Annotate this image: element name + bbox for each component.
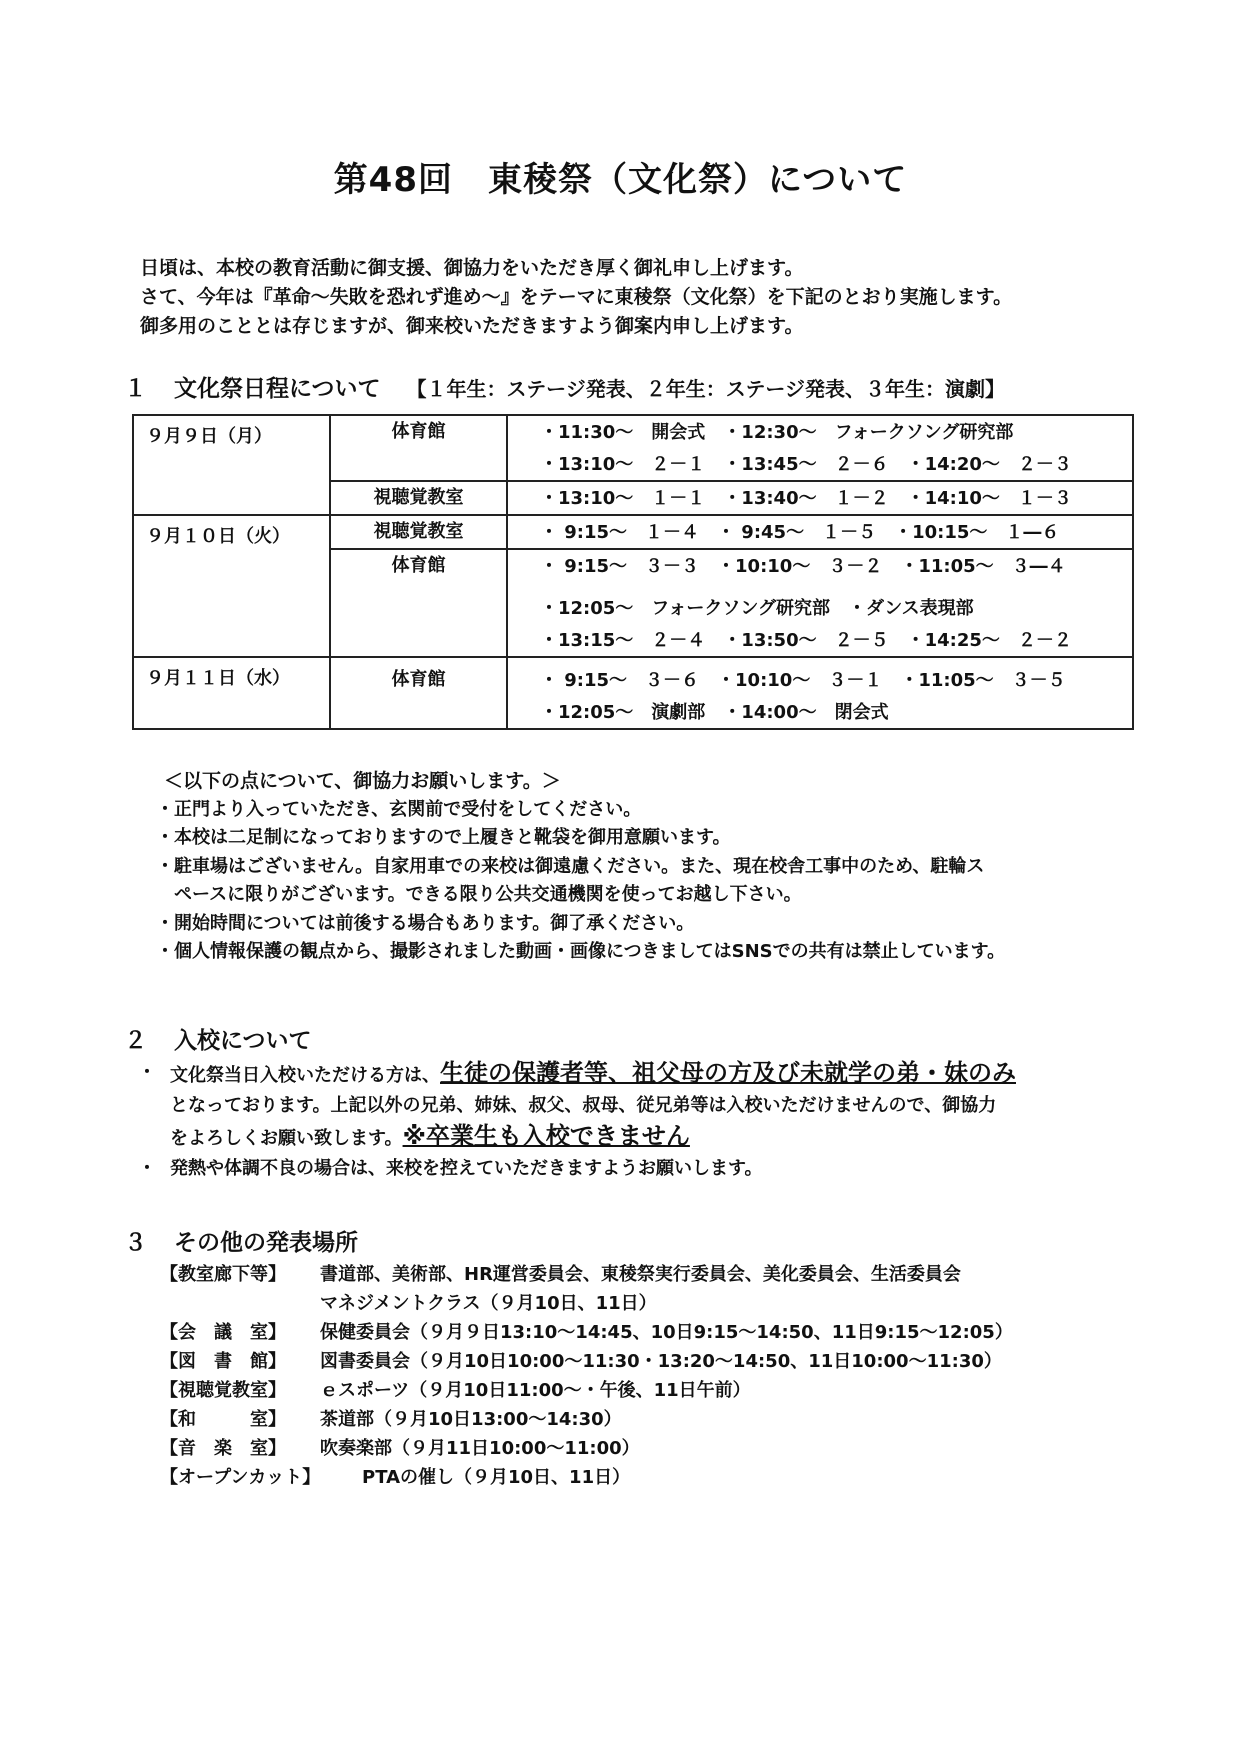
table-row <box>133 657 1133 729</box>
entry-text: 発熱や体調不良の場合は、来校を控えていただきますようお願いします。 <box>170 1158 763 1179</box>
date-cell: ９月９日（月） <box>133 415 330 515</box>
section-title: 入校について <box>174 1028 312 1054</box>
schedule-item: ・ 9:15～ ３－３ ・10:10～ ３－２ ・11:05～ ３―４ <box>540 556 1066 577</box>
entry-paragraph <box>138 1058 1016 1091</box>
items-cell <box>507 481 1133 515</box>
section-3-heading <box>124 1224 358 1257</box>
venue-detail: 保健委員会（９月９日13:10～14:45、10日9:15～14:50、11日9:15～12:05） <box>320 1322 1013 1343</box>
intro-paragraph <box>140 254 1012 341</box>
venue-label: 【オープンカット】 <box>160 1467 321 1488</box>
venue-label: 【図 書 館】 <box>160 1351 286 1372</box>
venue-detail: PTAの催し（９月10日、11日） <box>362 1467 631 1488</box>
intro-line: 日頃は、本校の教育活動に御支援、御協力をいただき厚く御礼申し上げます。 <box>140 257 804 279</box>
venue-label: 視聴覚教室 <box>373 487 464 508</box>
notes-block <box>156 767 1005 967</box>
section-title: 文化祭日程について <box>174 376 381 402</box>
note-item: ペースに限りがございます。できる限り公共交通機関を使ってお越し下さい。 <box>174 884 802 905</box>
note-item: ・本校は二足制になっておりますので上履きと靴袋を御用意願います。 <box>156 827 731 848</box>
venue-label: 【音 楽 室】 <box>160 1438 286 1459</box>
notes-request: ＜以下の点について、御協力お願いします。＞ <box>164 770 561 792</box>
venue-detail: 吹奏楽部（９月11日10:00～11:00） <box>320 1438 640 1459</box>
intro-line: 御多用のこととは存じますが、御来校いただきますよう御案内申し上げます。 <box>140 315 804 337</box>
venue-detail: 書道部、美術部、HR運営委員会、東稜祭実行委員会、美化委員会、生活委員会 <box>320 1264 961 1285</box>
eligible-visitors-emphasis: 生徒の保護者等、祖父母の方及び未就学の弟・妹のみ <box>440 1059 1016 1087</box>
section-number: ３ <box>124 1230 147 1256</box>
items-cell <box>507 415 1133 481</box>
venue-cell <box>330 515 507 549</box>
entry-paragraph-end <box>138 1121 1016 1154</box>
section-2-heading <box>124 1022 312 1055</box>
note-item: ・開始時間については前後する場合もあります。御了承ください。 <box>156 912 695 934</box>
date-cell: ９月１１日（水） <box>133 657 330 729</box>
intro-line: さて、今年は『革命～失敗を恐れず進め～』をテーマに東稜祭（文化祭）を下記のとおり実施します。 <box>140 286 1013 308</box>
venue-label: 【視聴覚教室】 <box>160 1380 286 1401</box>
venue-cell <box>330 657 507 729</box>
entry-text: となっております。上記以外の兄弟、姉妹、叔父、叔母、従兄弟等は入校いただけませんので、御協力 <box>170 1095 997 1116</box>
section-number: ２ <box>124 1028 147 1054</box>
section-number: １ <box>124 376 147 402</box>
entry-text: をよろしくお願い致します。 <box>170 1128 403 1149</box>
bullet: ・ <box>138 1062 156 1083</box>
bullet: ・ <box>138 1158 156 1179</box>
venue-label: 【教室廊下等】 <box>160 1264 286 1285</box>
items-cell <box>507 549 1133 657</box>
venue-label: 視聴覚教室 <box>373 521 464 542</box>
schedule-table <box>132 414 1134 730</box>
schedule-spacer <box>540 582 1132 592</box>
schedule-item: ・ 9:15～ １－４ ・ 9:45～ １－５ ・10:15～ １―６ <box>540 522 1060 543</box>
venue-label: 体育館 <box>391 421 446 442</box>
entry-paragraph <box>138 1154 1016 1184</box>
venue-cell <box>330 549 507 657</box>
venue-detail: マネジメントクラス（９月10日、11日） <box>320 1293 657 1314</box>
items-cell <box>507 515 1133 549</box>
items-cell <box>507 657 1133 729</box>
note-item: ・個人情報保護の観点から、撮影されました動画・画像につきましてはSNSでの共有は禁止しています。 <box>156 941 1006 962</box>
note-item: ・正門より入っていただき、玄関前で受付をしてください。 <box>156 798 642 820</box>
venue-detail: ｅスポーツ（９月10日11:00～・午後、11日午前） <box>320 1380 751 1401</box>
section-1-heading <box>124 370 1005 403</box>
venue-cell <box>330 415 507 481</box>
venue-detail: 茶道部（９月10日13:00～14:30） <box>320 1409 622 1430</box>
note-item: ・駐車場はございません。自家用車での来校は御遠慮ください。また、現在校舎工事中のため、駐輪ス <box>156 855 985 877</box>
table-row <box>133 415 1133 481</box>
page-title: 第48回 東稜祭（文化祭）について <box>333 160 908 200</box>
schedule-item: ・13:15～ ２－４ ・13:50～ ２－５ ・14:25～ ２－２ <box>540 630 1072 651</box>
schedule-item: ・13:10～ ２－１ ・13:45～ ２－６ ・14:20～ ２－３ <box>540 454 1072 475</box>
entry-info <box>138 1058 1016 1184</box>
section-title: その他の発表場所 <box>174 1230 358 1256</box>
venue-label: 【和 室】 <box>160 1409 286 1430</box>
table-row <box>133 515 1133 549</box>
schedule-item: ・12:05～ 演劇部 ・14:00～ 閉会式 <box>540 702 889 723</box>
venue-label: 体育館 <box>391 555 446 576</box>
date-cell: ９月１０日（火） <box>133 515 330 657</box>
schedule-item: ・12:05～ フォークソング研究部 ・ダンス表現部 <box>540 598 974 619</box>
schedule-item: ・13:10～ １－１ ・13:40～ １－２ ・14:10～ １－３ <box>540 488 1072 509</box>
section-note: 【１年生：ステージ発表、２年生：ステージ発表、３年生：演劇】 <box>406 377 1005 401</box>
entry-text: 文化祭当日入校いただける方は、 <box>170 1065 440 1086</box>
alumni-not-allowed-emphasis: ※卒業生も入校できません <box>402 1122 690 1150</box>
venue-cell <box>330 481 507 515</box>
schedule-item: ・11:30～ 開会式 ・12:30～ フォークソング研究部 <box>540 422 1014 443</box>
venue-detail: 図書委員会（９月10日10:00～11:30・13:20～14:50、11日10:00～11:30） <box>320 1351 1002 1372</box>
venue-label: 【会 議 室】 <box>160 1322 286 1343</box>
schedule-item: ・ 9:15～ ３－６ ・10:10～ ３－１ ・11:05～ ３－５ <box>540 670 1066 691</box>
venue-label: 体育館 <box>391 669 446 690</box>
